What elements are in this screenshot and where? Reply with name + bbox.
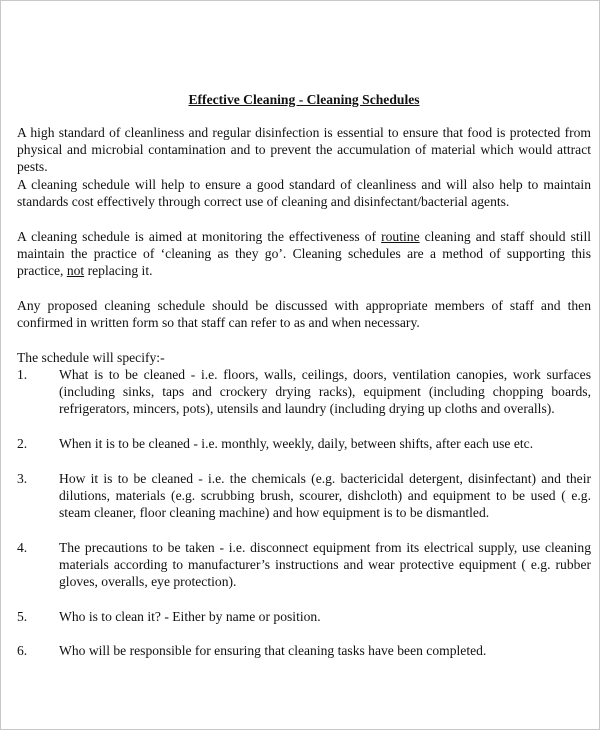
list-item-text: How it is to be cleaned - i.e. the chemicals (e.g. bactericidal detergent, disinfectant) and their dilutions, materials (e.g. scrubbing brush, scourer, dishcloth) and equipment to be used ( e.g. steam cleaner, floor cleaning machine) and how equipment is to be dismantled. [59,471,591,520]
page-title: Effective Cleaning - Cleaning Schedules [188,92,420,107]
list-item-text: Who is to clean it? - Either by name or position. [59,609,321,624]
paragraph-3-part-3: replacing it. [84,263,153,278]
paragraph-3-part-2: cleaning and staff should still maintain the practice of ‘cleaning as they go’. Cleaning schedules are a method of supporting this practice, [17,229,592,278]
list-item [17,366,591,417]
list-item-text: Who will be responsible for ensuring that cleaning tasks have been completed. [59,643,487,658]
list-item-number: 2. [17,436,28,451]
not-underlined-word: not [66,263,85,278]
paragraph-4: Any proposed cleaning schedule should be discussed with appropriate members of staff and then confirmed in written form so that staff can refer to as and when necessary. [17,298,591,330]
list-intro: The schedule will specify:- [17,350,165,365]
list-item [17,608,591,625]
paragraph-2: A cleaning schedule will help to ensure a good standard of cleanliness and will also help to maintain standards cost effectively through correct use of cleaning and disinfectant/bacterial agents. [17,177,591,209]
list-item [17,470,591,521]
list-item-text: The precautions to be taken - i.e. disconnect equipment from its electrical supply, use cleaning materials according to manufacturer’s instructions and wear protective equipment ( e.g. rubber gloves, overalls, eye protection). [59,540,591,589]
paragraph-1: A high standard of cleanliness and regular disinfection is essential to ensure that food is protected from physical and microbial contamination and to prevent the accumulation of material which would attract pests. [17,125,591,174]
list-item-text: When it is to be cleaned - i.e. monthly, weekly, daily, between shifts, after each use etc. [59,436,534,451]
list-item-number: 4. [17,540,28,555]
paragraph-3 [17,228,591,279]
list-item [17,539,591,590]
list-item [17,642,591,659]
list-item-number: 5. [17,609,28,624]
list-item-number: 3. [17,471,28,486]
list-item-text: What is to be cleaned - i.e. floors, walls, ceilings, doors, ventilation canopies, work surfaces (including sinks, taps and crockery drying racks), equipment (including chopping boards, refrigerators, mincers, pots), utensils and laundry (including drying up cloths and overalls). [59,367,591,416]
list-item-number: 6. [17,643,28,658]
list-item [17,435,591,452]
paragraph-3-part-1: A cleaning schedule is aimed at monitoring the effectiveness of [17,229,382,244]
list-item-number: 1. [17,367,28,382]
routine-underlined-word: routine [381,229,420,244]
